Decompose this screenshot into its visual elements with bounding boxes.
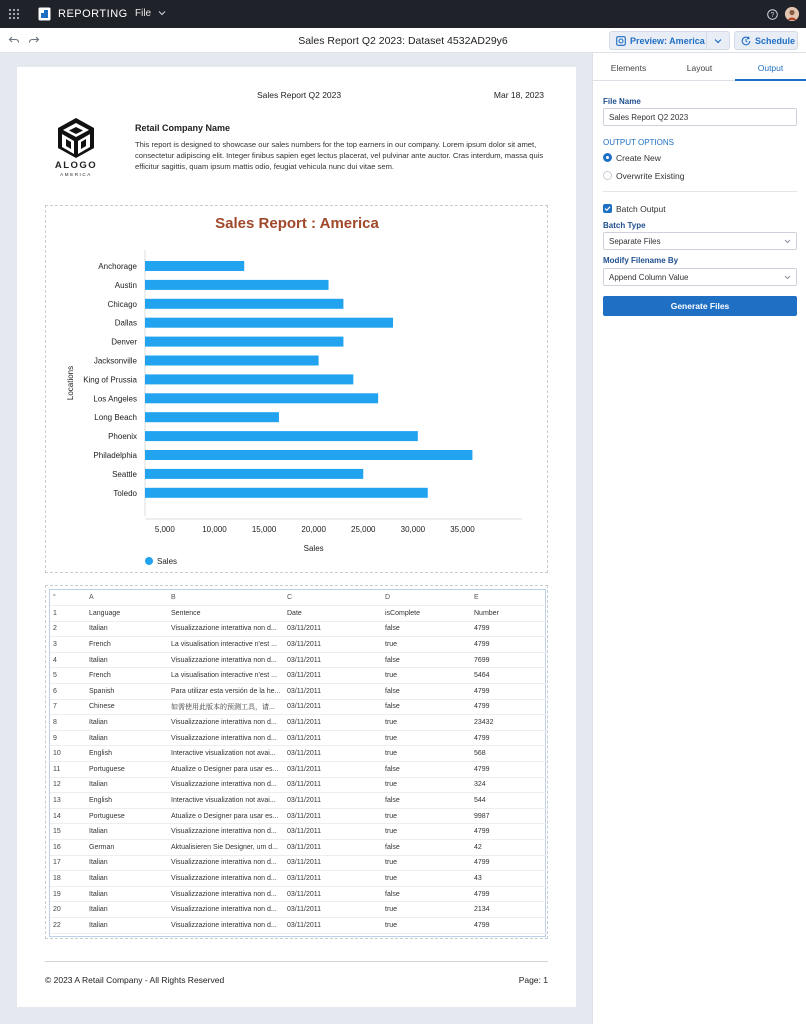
table-column-letters [50, 590, 547, 606]
table-row [50, 793, 547, 809]
table-cell[interactable]: 03/11/2011 [284, 715, 382, 731]
y-tick-label: Chicago [107, 299, 137, 309]
table-cell[interactable]: true [382, 715, 471, 731]
table-row [50, 606, 547, 622]
bar [145, 431, 418, 441]
table-cell[interactable]: 43 [471, 871, 547, 887]
table-cell[interactable]: French [86, 637, 168, 653]
table-row [50, 699, 547, 715]
checkmark-icon [603, 204, 612, 213]
app-name: REPORTING [58, 8, 128, 20]
table-cell[interactable]: false [382, 886, 471, 902]
top-bar [0, 0, 806, 28]
table-cell[interactable]: Aktualisieren Sie Designer, um d... [168, 840, 284, 856]
y-tick-label: Phoenix [108, 432, 137, 442]
alogo-cube-icon [52, 116, 100, 160]
tab-layout[interactable]: Layout [686, 63, 713, 73]
row-number-cell[interactable]: 15 [50, 824, 86, 840]
y-tick-label: Los Angeles [93, 394, 137, 404]
row-number-cell[interactable]: 18 [50, 871, 86, 887]
row-number-cell[interactable]: 6 [50, 684, 86, 700]
table-cell[interactable]: German [86, 840, 168, 856]
table-cell[interactable]: Spanish [86, 684, 168, 700]
table-cell[interactable]: 9987 [471, 808, 547, 824]
table-cell[interactable]: 03/11/2011 [284, 840, 382, 856]
company-name: Retail Company Name [135, 123, 231, 133]
preview-icon [616, 36, 626, 46]
table-cell[interactable]: true [382, 917, 471, 933]
table-cell[interactable]: 7699 [471, 652, 547, 668]
table-cell[interactable]: 03/11/2011 [284, 871, 382, 887]
column-letter-header[interactable]: D [382, 590, 471, 606]
y-tick-label: King of Prussia [83, 375, 137, 385]
table-cell[interactable]: Portuguese [86, 762, 168, 778]
file-menu-label: File [135, 8, 152, 19]
row-number-cell[interactable]: 7 [50, 699, 86, 715]
table-row [50, 886, 547, 902]
table-cell[interactable]: English [86, 793, 168, 809]
logo-text: ALOGO [54, 160, 98, 171]
table-cell[interactable]: 03/11/2011 [284, 730, 382, 746]
table-cell[interactable]: Visualizzazione interattiva non d... [168, 855, 284, 871]
table-cell[interactable]: false [382, 652, 471, 668]
batch-type-value: Separate Files [609, 237, 661, 246]
table-cell[interactable]: 4799 [471, 917, 547, 933]
data-table [50, 590, 547, 934]
y-tick-label: Jacksonville [93, 356, 137, 366]
table-cell[interactable]: Visualizzazione interattiva non d... [168, 715, 284, 731]
row-number-cell[interactable]: 10 [50, 746, 86, 762]
generate-files-button[interactable]: Generate Files [603, 296, 797, 316]
modify-filename-select[interactable] [603, 268, 797, 286]
bar [145, 393, 378, 403]
table-cell[interactable]: Sentence [168, 606, 284, 622]
report-page [17, 67, 576, 1007]
table-cell[interactable]: 03/11/2011 [284, 824, 382, 840]
table-cell[interactable]: Italian [86, 730, 168, 746]
bar [145, 469, 363, 479]
row-number-cell[interactable]: 4 [50, 652, 86, 668]
schedule-label: Schedule [755, 36, 796, 46]
chevron-down-icon [784, 238, 791, 245]
table-cell[interactable]: Italian [86, 824, 168, 840]
modify-filename-label: Modify Filename By [603, 256, 679, 265]
file-name-label: File Name [603, 97, 641, 106]
table-cell[interactable]: 23432 [471, 715, 547, 731]
table-cell[interactable]: 324 [471, 777, 547, 793]
create-new-label: Create New [616, 153, 661, 163]
table-cell[interactable]: true [382, 746, 471, 762]
table-row [50, 855, 547, 871]
file-name-value: Sales Report Q2 2023 [609, 113, 689, 122]
row-number-cell[interactable]: 17 [50, 855, 86, 871]
output-options-label: OUTPUT OPTIONS [603, 138, 674, 147]
table-cell[interactable]: 2134 [471, 902, 547, 918]
table-cell[interactable]: 03/11/2011 [284, 902, 382, 918]
bar [145, 412, 279, 422]
panel-divider [603, 191, 797, 192]
row-number-cell[interactable]: 8 [50, 715, 86, 731]
column-letter-header[interactable]: C [284, 590, 382, 606]
table-cell[interactable]: 03/11/2011 [284, 684, 382, 700]
table-cell[interactable]: true [382, 824, 471, 840]
table-row [50, 668, 547, 684]
table-cell[interactable]: true [382, 730, 471, 746]
intro-paragraph: This report is designed to showcase our sales numbers for the top earners in our company. Lorem ipsum dolor sit amet, consectetur adipiscing elit. Integer finibus sapien eget lectus placerat, vel pulvinar ante auctor. Cras interdum, massa quis efficitur sagittis, quam ipsum mattis odio, feugiat vehicula nunc dui vitae sem. [135, 140, 544, 171]
table-cell[interactable]: Visualizzazione interattiva non d... [168, 917, 284, 933]
table-cell[interactable]: 5464 [471, 668, 547, 684]
table-cell[interactable]: Atualize o Designer para usar es... [168, 762, 284, 778]
table-cell[interactable]: English [86, 746, 168, 762]
x-tick-label: 35,000 [450, 525, 475, 534]
row-number-cell[interactable]: 14 [50, 808, 86, 824]
table-cell[interactable]: Italian [86, 621, 168, 637]
table-cell[interactable]: 4799 [471, 730, 547, 746]
bar [145, 450, 472, 460]
chart-container[interactable] [45, 205, 548, 573]
table-cell[interactable]: Interactive visualization not avai... [168, 793, 284, 809]
y-tick-label: Anchorage [98, 262, 137, 271]
table-row [50, 824, 547, 840]
table-cell[interactable]: Visualizzazione interattiva non d... [168, 902, 284, 918]
table-cell[interactable]: true [382, 902, 471, 918]
document-title: Sales Report Q2 2023: Dataset 4532AD29y6 [298, 35, 508, 47]
column-letter-header[interactable]: A [86, 590, 168, 606]
x-tick-label: 15,000 [251, 525, 277, 534]
x-tick-label: 20,000 [301, 525, 326, 534]
table-cell[interactable]: 03/11/2011 [284, 652, 382, 668]
table-cell[interactable]: 568 [471, 746, 547, 762]
batch-type-select[interactable] [603, 232, 797, 250]
row-number-cell[interactable]: 13 [50, 793, 86, 809]
table-cell[interactable]: Italian [86, 917, 168, 933]
row-number-cell[interactable]: 11 [50, 762, 86, 778]
chevron-down-icon [784, 274, 791, 281]
create-new-radio[interactable] [603, 153, 612, 162]
row-number-cell[interactable]: 2 [50, 621, 86, 637]
logo-subtext: AMERICA [60, 172, 92, 177]
table-cell[interactable]: Visualizzazione interattiva non d... [168, 777, 284, 793]
page-date: Mar 18, 2023 [493, 90, 544, 100]
data-table-frame [49, 589, 546, 937]
bar [145, 318, 393, 328]
table-cell[interactable]: 42 [471, 840, 547, 856]
legend-swatch [145, 557, 153, 565]
table-cell[interactable]: 03/11/2011 [284, 621, 382, 637]
table-cell[interactable]: Visualizzazione interattiva non d... [168, 871, 284, 887]
table-cell[interactable]: false [382, 684, 471, 700]
table-cell[interactable]: Language [86, 606, 168, 622]
preview-divider [706, 32, 707, 49]
batch-output-checkbox[interactable] [603, 204, 612, 213]
file-menu[interactable] [135, 8, 166, 19]
help-icon[interactable] [767, 9, 778, 20]
properties-panel [592, 53, 806, 1024]
table-row [50, 730, 547, 746]
chart-title: Sales Report : America [215, 215, 379, 232]
table-cell[interactable]: 03/11/2011 [284, 886, 382, 902]
footer-copyright: © 2023 A Retail Company - All Rights Reserved [45, 975, 225, 985]
table-cell[interactable]: false [382, 762, 471, 778]
table-cell[interactable]: 4799 [471, 637, 547, 653]
y-tick-label: Seattle [112, 469, 137, 479]
table-cell[interactable]: 03/11/2011 [284, 746, 382, 762]
table-row [50, 871, 547, 887]
table-cell[interactable]: French [86, 668, 168, 684]
table-cell[interactable]: 03/11/2011 [284, 917, 382, 933]
x-axis-label: Sales [303, 544, 324, 553]
table-cell[interactable]: true [382, 855, 471, 871]
table-cell[interactable]: Portuguese [86, 808, 168, 824]
table-cell[interactable]: 4799 [471, 699, 547, 715]
table-cell[interactable]: 4799 [471, 684, 547, 700]
bar [145, 488, 428, 498]
app-grid-icon[interactable] [8, 8, 20, 20]
svg-text:?: ? [770, 12, 775, 19]
table-cell[interactable]: 03/11/2011 [284, 808, 382, 824]
row-number-cell[interactable]: 16 [50, 840, 86, 856]
table-cell[interactable]: 4799 [471, 621, 547, 637]
company-logo [52, 116, 100, 182]
table-cell[interactable]: 03/11/2011 [284, 777, 382, 793]
table-cell[interactable]: 03/11/2011 [284, 668, 382, 684]
table-cell[interactable]: true [382, 871, 471, 887]
y-tick-label: Austin [114, 280, 137, 290]
bar [145, 356, 319, 366]
row-number-cell[interactable]: 9 [50, 730, 86, 746]
overwrite-existing-label: Overwrite Existing [616, 171, 685, 181]
table-cell[interactable]: Visualizzazione interattiva non d... [168, 621, 284, 637]
avatar[interactable] [785, 7, 799, 21]
user-avatar-icon [785, 7, 799, 21]
x-tick-label: 30,000 [400, 525, 426, 534]
y-axis-label: Locations [66, 365, 75, 401]
table-cell[interactable]: 如需使用此版本的预测工具，请... [168, 699, 284, 715]
bar [145, 374, 353, 384]
table-cell[interactable]: Italian [86, 871, 168, 887]
table-row [50, 652, 547, 668]
footer-divider [45, 961, 548, 962]
table-cell[interactable]: false [382, 793, 471, 809]
active-tab-indicator [735, 79, 806, 81]
overwrite-existing-radio[interactable] [603, 171, 612, 180]
tab-output[interactable]: Output [757, 63, 784, 73]
chevron-down-icon[interactable] [714, 37, 722, 45]
table-row [50, 840, 547, 856]
preview-label: Preview: America [630, 36, 705, 46]
table-cell[interactable]: Date [284, 606, 382, 622]
y-tick-label: Dallas [114, 318, 137, 328]
table-row [50, 637, 547, 653]
table-cell[interactable]: 544 [471, 793, 547, 809]
table-cell[interactable]: isComplete [382, 606, 471, 622]
table-cell[interactable]: Visualizzazione interattiva non d... [168, 730, 284, 746]
table-cell[interactable]: false [382, 621, 471, 637]
file-name-field[interactable] [603, 108, 797, 126]
table-row [50, 808, 547, 824]
table-cell[interactable]: 4799 [471, 886, 547, 902]
table-cell[interactable]: Italian [86, 652, 168, 668]
table-row [50, 917, 547, 933]
table-cell[interactable]: Number [471, 606, 547, 622]
bar [145, 337, 343, 347]
table-cell[interactable]: Para utilizar esta versión de la he... [168, 684, 284, 700]
row-number-cell[interactable]: 5 [50, 668, 86, 684]
row-number-cell[interactable]: 22 [50, 917, 86, 933]
batch-output-label: Batch Output [616, 204, 666, 214]
table-row [50, 715, 547, 731]
table-cell[interactable]: 4799 [471, 855, 547, 871]
reporting-logo-icon [38, 7, 51, 21]
table-cell[interactable]: 03/11/2011 [284, 855, 382, 871]
bar [145, 261, 244, 271]
column-letter-header[interactable]: B [168, 590, 284, 606]
x-tick-label: 25,000 [351, 525, 376, 534]
table-row [50, 746, 547, 762]
table-row [50, 762, 547, 778]
row-number-cell[interactable]: 12 [50, 777, 86, 793]
table-cell[interactable]: 03/11/2011 [284, 699, 382, 715]
y-tick-label: Philadelphia [93, 451, 137, 460]
row-number-cell[interactable]: 20 [50, 902, 86, 918]
table-cell[interactable]: false [382, 840, 471, 856]
table-cell[interactable]: Italian [86, 902, 168, 918]
row-number-cell[interactable]: 19 [50, 886, 86, 902]
modify-filename-value: Append Column Value [609, 273, 689, 282]
table-cell[interactable]: Visualizzazione interattiva non d... [168, 886, 284, 902]
table-cell[interactable]: Visualizzazione interattiva non d... [168, 652, 284, 668]
y-tick-label: Denver [111, 337, 137, 347]
bar [145, 280, 329, 290]
table-cell[interactable]: Visualizzazione interattiva non d... [168, 824, 284, 840]
legend-label: Sales [157, 557, 178, 566]
table-cell[interactable]: true [382, 668, 471, 684]
schedule-icon [741, 36, 751, 46]
table-cell[interactable]: 4799 [471, 762, 547, 778]
document-toolbar [0, 28, 806, 53]
table-row [50, 621, 547, 637]
panel-tabs [593, 53, 806, 81]
table-cell[interactable]: true [382, 808, 471, 824]
table-cell[interactable]: 4799 [471, 824, 547, 840]
x-tick-label: 5,000 [154, 525, 175, 534]
row-number-cell[interactable]: 3 [50, 637, 86, 653]
table-row [50, 902, 547, 918]
table-cell[interactable]: Italian [86, 715, 168, 731]
tab-elements[interactable]: Elements [610, 63, 647, 73]
x-tick-label: 10,000 [202, 525, 227, 534]
preview-button[interactable] [609, 31, 730, 50]
page-title: Sales Report Q2 2023 [257, 90, 342, 100]
table-cell[interactable]: Italian [86, 886, 168, 902]
table-corner-cell: ° [50, 590, 86, 606]
y-tick-label: Toledo [113, 488, 137, 498]
table-cell[interactable]: true [382, 637, 471, 653]
batch-type-label: Batch Type [603, 221, 646, 230]
table-cell[interactable]: Italian [86, 777, 168, 793]
table-cell[interactable]: true [382, 777, 471, 793]
row-number-cell[interactable]: 1 [50, 606, 86, 622]
chevron-down-icon [158, 10, 166, 16]
y-tick-label: Long Beach [94, 413, 137, 423]
column-letter-header[interactable]: E [471, 590, 547, 606]
table-row [50, 777, 547, 793]
table-cell[interactable]: Italian [86, 855, 168, 871]
table-cell[interactable]: false [382, 699, 471, 715]
table-cell[interactable]: 03/11/2011 [284, 762, 382, 778]
table-cell[interactable]: Chinese [86, 699, 168, 715]
table-cell[interactable]: La visualisation interactive n'est ... [168, 637, 284, 653]
table-cell[interactable]: 03/11/2011 [284, 793, 382, 809]
table-cell[interactable]: Atualize o Designer para usar es... [168, 808, 284, 824]
table-cell[interactable]: La visualisation interactive n'est ... [168, 668, 284, 684]
table-cell[interactable]: 03/11/2011 [284, 637, 382, 653]
table-row [50, 684, 547, 700]
schedule-button[interactable] [734, 31, 798, 50]
table-container[interactable] [45, 585, 548, 939]
sales-bar-chart [46, 206, 549, 574]
bar [145, 299, 343, 309]
table-cell[interactable]: Interactive visualization not avai... [168, 746, 284, 762]
footer-page-number: Page: 1 [518, 975, 548, 985]
